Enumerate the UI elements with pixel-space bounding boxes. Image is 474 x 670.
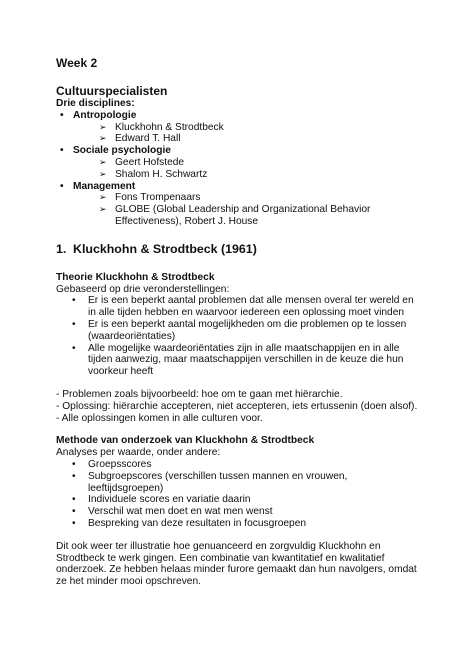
subitem-text: Fons Trompenaars: [115, 192, 201, 204]
theory-intro: Gebaseerd op drie veronderstellingen:: [56, 283, 230, 295]
spacer: [56, 530, 424, 541]
discipline-subitem: [56, 157, 424, 169]
theory-bullet: [56, 295, 424, 319]
discipline-subitem: [56, 192, 424, 204]
method-title: Methode van onderzoek van Kluckhohn & Strodtbeck: [56, 435, 315, 447]
discipline-name: Management: [73, 180, 136, 192]
subitem-text: GLOBE (Global Leadership and Organizational Behavior Effectiveness), Robert J. House: [115, 204, 371, 227]
disciplines-label: Drie disciplines:: [56, 98, 135, 109]
bullet-text: Verschil wat men doet en wat men wenst: [88, 506, 273, 518]
note-line: - Oplossing: hiërarchie accepteren, niet accepteren, iets ertussenin (doen alsof).: [56, 400, 418, 412]
arrow-bullet-icon: ➢: [99, 121, 107, 132]
discipline-subitem: [56, 204, 424, 228]
method-bullet: [56, 471, 424, 495]
bullet-text: Bespreking van deze resultaten in focusgroepen: [88, 517, 307, 529]
discipline-item: [56, 181, 424, 193]
bullet-icon: •: [60, 180, 64, 192]
bullet-text: Er is een beperkt aantal problemen dat alle mensen overal ter wereld en in alle tijden hebben en waarvoor iedereen een oplossing moet vinden: [88, 295, 414, 319]
bullet-icon: •: [72, 517, 76, 529]
bullet-icon: •: [72, 494, 76, 506]
discipline-name: Sociale psychologie: [73, 145, 171, 157]
arrow-bullet-icon: ➢: [99, 168, 107, 179]
arrow-bullet-icon: ➢: [99, 192, 107, 203]
subitem-text: Geert Hofstede: [115, 156, 185, 168]
discipline-item: [56, 110, 424, 122]
bullet-icon: •: [72, 318, 76, 330]
document-body: [56, 56, 424, 588]
week-heading: Week 2: [56, 56, 98, 70]
method-bullet: [56, 459, 424, 471]
discipline-subitem: [56, 122, 424, 134]
method-bullet: [56, 494, 424, 506]
method-bullet: [56, 506, 424, 518]
theory-bullet: [56, 343, 424, 378]
note-line: - Problemen zoals bijvoorbeeld: hoe om te gaan met hiërarchie.: [56, 388, 343, 400]
discipline-item: [56, 145, 424, 157]
subitem-text: Edward T. Hall: [115, 133, 181, 145]
method-intro: Analyses per waarde, onder andere:: [56, 447, 221, 459]
section-heading: [56, 242, 424, 256]
arrow-bullet-icon: ➢: [99, 133, 107, 144]
bullet-text: Er is een beperkt aantal mogelijkheden om die problemen op te lossen (waardeoriëntaties): [88, 318, 407, 342]
arrow-bullet-icon: ➢: [99, 156, 107, 167]
subitem-text: Shalom H. Schwartz: [115, 168, 208, 180]
bullet-text: Groepsscores: [88, 458, 152, 470]
bullet-icon: •: [72, 506, 76, 518]
spacer: [56, 424, 424, 435]
bullet-text: Subgroepscores (verschillen tussen mannen en vrouwen, leeftijdsgroepen): [88, 470, 348, 494]
discipline-name: Antropologie: [73, 109, 137, 121]
method-bullet: [56, 518, 424, 530]
bullet-icon: •: [72, 295, 76, 307]
section-number: 1.: [56, 241, 67, 256]
theory-title: Theorie Kluckhohn & Strodtbeck: [56, 271, 215, 283]
bullet-icon: •: [72, 342, 76, 354]
bullet-text: Alle mogelijke waardeoriëntaties zijn in alle maatschappijen en in alle tijden aanwezig, maar maatschappijen verschillen in de keuze die hun voorkeur heeft: [88, 342, 404, 378]
note-line: - Alle oplossingen komen in alle culturen voor.: [56, 412, 263, 424]
theory-bullet: [56, 319, 424, 343]
page-title: Cultuurspecialisten: [56, 84, 168, 98]
subitem-text: Kluckhohn & Strodtbeck: [115, 121, 224, 133]
arrow-bullet-icon: ➢: [99, 204, 107, 215]
discipline-subitem: [56, 169, 424, 181]
spacer: [56, 378, 424, 389]
section-title: Kluckhohn & Strodtbeck (1961): [73, 241, 257, 256]
closing-paragraph: Dit ook weer ter illustratie hoe genuanceerd en zorgvuldig Kluckhohn en Strodtbeck te werk gingen. Een combinatie van kwantitatief en kwalitatief onderzoek. Ze hebben helaas minder furore gemaakt dan hun navolgers, omdat ze het minder mooi opschreven.: [56, 540, 417, 588]
discipline-subitem: [56, 133, 424, 145]
bullet-text: Individuele scores en variatie daarin: [88, 494, 251, 506]
bullet-icon: •: [72, 470, 76, 482]
bullet-icon: •: [72, 458, 76, 470]
bullet-icon: •: [60, 109, 64, 121]
bullet-icon: •: [60, 145, 64, 157]
